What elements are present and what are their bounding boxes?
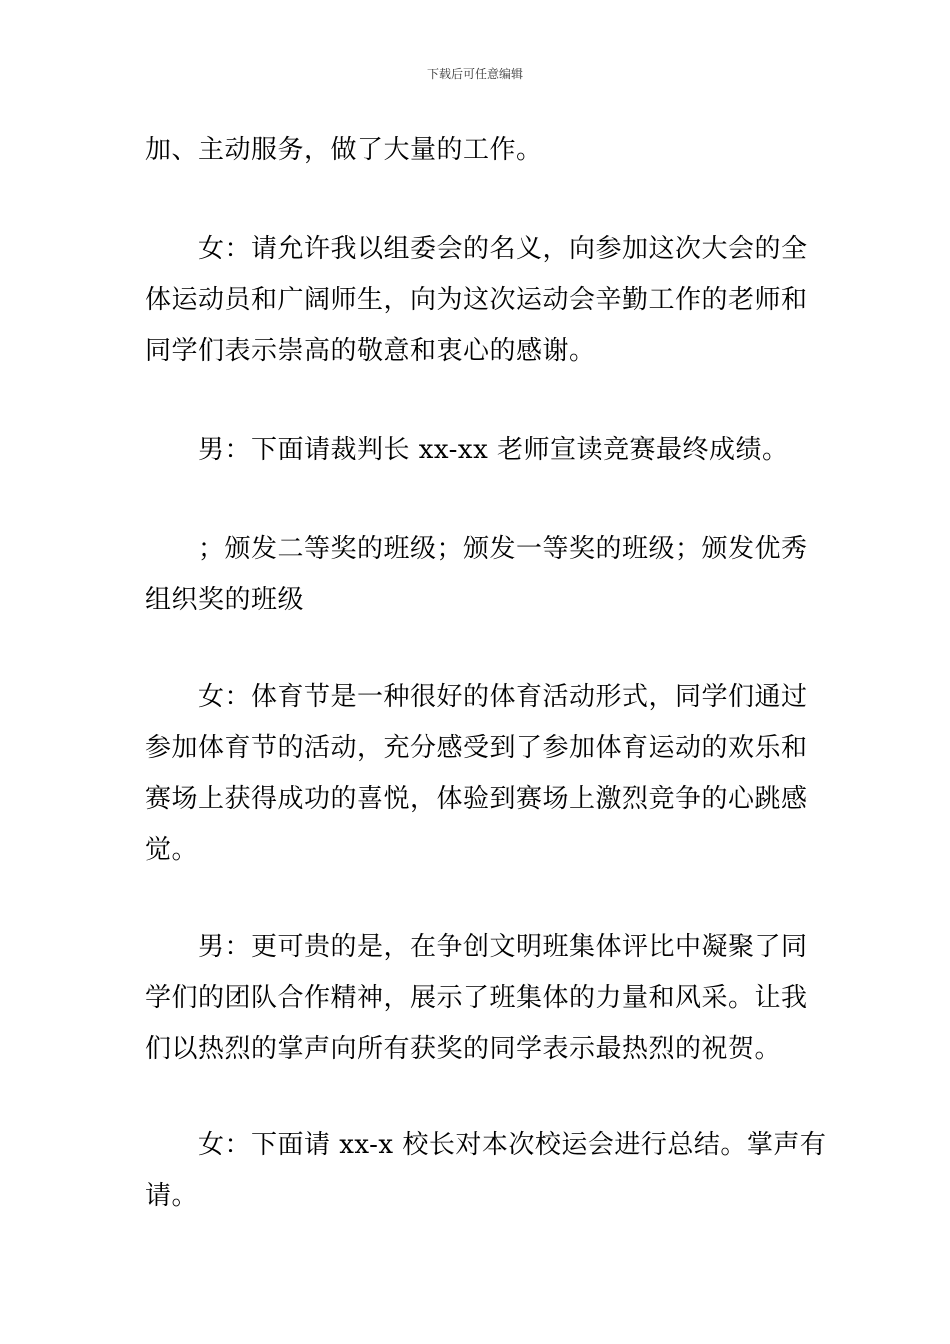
paragraph-5-line-4: 觉。 bbox=[145, 835, 199, 865]
paragraph-1-line-1: 加、主动服务，做了大量的工作。 bbox=[145, 135, 543, 165]
paragraph-6-line-3: 们以热烈的掌声向所有获奖的同学表示最热烈的祝贺。 bbox=[145, 1034, 782, 1064]
paragraph-5-line-1: 女：体育节是一种很好的体育活动形式，同学们通过 bbox=[145, 682, 808, 712]
paragraph-6-line-1: 男：更可贵的是，在争创文明班集体评比中凝聚了同 bbox=[145, 932, 808, 962]
paragraph-2-line-3: 同学们表示崇高的敬意和衷心的感谢。 bbox=[145, 336, 596, 366]
paragraph-7-line-2: 请。 bbox=[145, 1181, 199, 1211]
paragraph-6-line-2: 学们的团队合作精神，展示了班集体的力量和风采。让我 bbox=[145, 983, 808, 1013]
paragraph-4-line-1: ；颁发二等奖的班级；颁发一等奖的班级；颁发优秀 bbox=[145, 534, 808, 564]
paragraph-4-line-2: 组织奖的班级 bbox=[145, 585, 305, 615]
paragraph-5-line-3: 赛场上获得成功的喜悦，体验到赛场上激烈竞争的心跳感 bbox=[145, 784, 808, 814]
paragraph-2-line-2: 体运动员和广阔师生，向为这次运动会辛勤工作的老师和 bbox=[145, 285, 808, 315]
paragraph-7-line-1: 女：下面请 xx-x 校长对本次校运会进行总结。掌声有 bbox=[145, 1130, 827, 1160]
paragraph-3-line-1: 男：下面请裁判长 xx-xx 老师宣读竞赛最终成绩。 bbox=[145, 435, 789, 465]
page-header: 下载后可任意编辑 bbox=[426, 67, 523, 81]
paragraph-5-line-2: 参加体育节的活动，充分感受到了参加体育运动的欢乐和 bbox=[145, 733, 808, 763]
paragraph-2-line-1: 女：请允许我以组委会的名义，向参加这次大会的全 bbox=[145, 234, 808, 264]
